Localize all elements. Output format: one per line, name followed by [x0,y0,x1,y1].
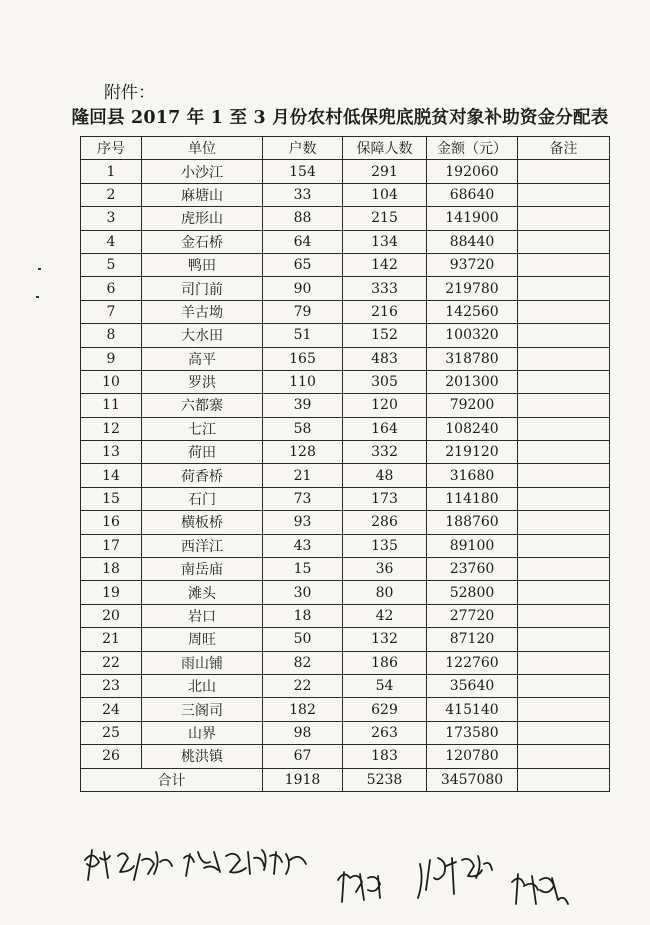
row-remark [518,207,610,230]
table-row [81,300,610,323]
table-row [81,324,610,347]
row-remark [518,674,610,697]
signature-1 [85,850,172,880]
row-remark [518,628,610,651]
row-households: 82 [263,651,343,674]
row-remark [518,534,610,557]
row-amount: 318780 [427,347,518,370]
row-households: 110 [263,370,343,393]
row-index: 23 [81,674,142,697]
row-index: 12 [81,417,142,440]
table-body [81,160,610,768]
row-persons: 483 [343,347,427,370]
row-amount: 23760 [427,558,518,581]
row-amount: 120780 [427,745,518,768]
row-index: 16 [81,511,142,534]
row-unit: 西洋江 [142,534,263,557]
row-unit: 荷田 [142,441,263,464]
row-persons: 120 [343,394,427,417]
table-row [81,628,610,651]
table-row [81,394,610,417]
row-persons: 333 [343,277,427,300]
table-row [81,651,610,674]
row-persons: 186 [343,651,427,674]
table-row [81,160,610,183]
row-index: 14 [81,464,142,487]
column-header: 户数 [263,137,343,160]
row-index: 21 [81,628,142,651]
row-unit: 高平 [142,347,263,370]
row-households: 165 [263,347,343,370]
row-persons: 629 [343,698,427,721]
row-index: 11 [81,394,142,417]
table-row [81,511,610,534]
row-amount: 79200 [427,394,518,417]
table-row [81,534,610,557]
row-remark [518,253,610,276]
column-header: 金额（元） [427,137,518,160]
row-remark [518,581,610,604]
row-unit: 罗洪 [142,370,263,393]
row-amount: 192060 [427,160,518,183]
row-index: 8 [81,324,142,347]
row-persons: 286 [343,511,427,534]
row-households: 64 [263,230,343,253]
row-amount: 188760 [427,511,518,534]
row-unit: 七江 [142,417,263,440]
row-persons: 183 [343,745,427,768]
signature-2 [184,850,306,876]
row-persons: 152 [343,324,427,347]
row-households: 58 [263,417,343,440]
page-title: 隆回县 2017 年 1 至 3 月份农村低保兜底脱贫对象补助资金分配表 [71,108,609,128]
row-remark [518,370,610,393]
row-amount: 93720 [427,253,518,276]
row-persons: 48 [343,464,427,487]
row-households: 182 [263,698,343,721]
row-index: 1 [81,160,142,183]
row-unit: 六都寨 [142,394,263,417]
row-amount: 88440 [427,230,518,253]
row-amount: 122760 [427,651,518,674]
total-row [81,768,610,791]
row-remark [518,300,610,323]
row-households: 88 [263,207,343,230]
row-index: 2 [81,183,142,206]
row-households: 98 [263,721,343,744]
row-index: 20 [81,604,142,627]
row-unit: 滩头 [142,581,263,604]
table-row [81,417,610,440]
row-households: 90 [263,277,343,300]
row-amount: 87120 [427,628,518,651]
row-amount: 114180 [427,487,518,510]
total-remark [518,768,610,791]
row-unit: 南岳庙 [142,558,263,581]
row-remark [518,160,610,183]
row-persons: 305 [343,370,427,393]
row-households: 15 [263,558,343,581]
row-index: 3 [81,207,142,230]
row-remark [518,347,610,370]
row-amount: 141900 [427,207,518,230]
row-amount: 68640 [427,183,518,206]
row-amount: 31680 [427,464,518,487]
row-households: 93 [263,511,343,534]
row-remark [518,417,610,440]
table-row [81,487,610,510]
table-row [81,581,610,604]
row-index: 22 [81,651,142,674]
row-unit: 周旺 [142,628,263,651]
row-index: 24 [81,698,142,721]
table-row [81,674,610,697]
row-remark [518,324,610,347]
row-persons: 173 [343,487,427,510]
row-remark [518,441,610,464]
row-households: 65 [263,253,343,276]
row-remark [518,651,610,674]
row-persons: 291 [343,160,427,183]
total-amount: 3457080 [427,768,518,791]
row-persons: 263 [343,721,427,744]
row-amount: 219120 [427,441,518,464]
row-amount: 142560 [427,300,518,323]
row-remark [518,698,610,721]
table-row [81,698,610,721]
table-row [81,253,610,276]
row-persons: 135 [343,534,427,557]
row-remark [518,183,610,206]
row-unit: 三阁司 [142,698,263,721]
row-index: 7 [81,300,142,323]
row-unit: 麻塘山 [142,183,263,206]
signature-5 [512,874,568,904]
row-households: 43 [263,534,343,557]
row-amount: 100320 [427,324,518,347]
table-row [81,604,610,627]
column-header: 备注 [518,137,610,160]
row-amount: 219780 [427,277,518,300]
row-index: 26 [81,745,142,768]
column-header: 序号 [81,137,142,160]
row-remark [518,230,610,253]
row-persons: 80 [343,581,427,604]
row-index: 18 [81,558,142,581]
row-remark [518,394,610,417]
row-households: 21 [263,464,343,487]
row-remark [518,511,610,534]
row-households: 50 [263,628,343,651]
row-remark [518,487,610,510]
row-amount: 415140 [427,698,518,721]
row-amount: 108240 [427,417,518,440]
row-unit: 大水田 [142,324,263,347]
row-persons: 132 [343,628,427,651]
row-households: 22 [263,674,343,697]
column-header: 单位 [142,137,263,160]
row-amount: 173580 [427,721,518,744]
row-remark [518,277,610,300]
table-row [81,230,610,253]
table-row [81,441,610,464]
attachment-label: 附件： [104,83,155,103]
table-row [81,347,610,370]
row-households: 154 [263,160,343,183]
row-households: 73 [263,487,343,510]
table-row [81,370,610,393]
row-households: 33 [263,183,343,206]
table-row [81,277,610,300]
row-persons: 215 [343,207,427,230]
row-amount: 35640 [427,674,518,697]
table-row [81,745,610,768]
total-persons: 5238 [343,768,427,791]
row-unit: 鸭田 [142,253,263,276]
row-unit: 小沙江 [142,160,263,183]
row-persons: 104 [343,183,427,206]
table-header-row [81,137,610,160]
row-persons: 142 [343,253,427,276]
row-index: 9 [81,347,142,370]
row-unit: 荷香桥 [142,464,263,487]
scan-mark [38,268,41,270]
table-row [81,464,610,487]
row-index: 15 [81,487,142,510]
row-households: 51 [263,324,343,347]
row-persons: 42 [343,604,427,627]
row-index: 10 [81,370,142,393]
row-index: 19 [81,581,142,604]
row-households: 79 [263,300,343,323]
allocation-table [80,136,610,792]
row-unit: 岩口 [142,604,263,627]
handwritten-signatures [0,838,650,923]
row-index: 6 [81,277,142,300]
row-remark [518,558,610,581]
row-index: 13 [81,441,142,464]
row-index: 17 [81,534,142,557]
row-index: 5 [81,253,142,276]
row-unit: 雨山铺 [142,651,263,674]
row-amount: 201300 [427,370,518,393]
row-households: 67 [263,745,343,768]
row-remark [518,464,610,487]
row-index: 25 [81,721,142,744]
row-unit: 羊古坳 [142,300,263,323]
row-unit: 桃洪镇 [142,745,263,768]
row-amount: 27720 [427,604,518,627]
row-households: 18 [263,604,343,627]
row-households: 30 [263,581,343,604]
total-households: 1918 [263,768,343,791]
row-remark [518,721,610,744]
row-persons: 54 [343,674,427,697]
row-unit: 虎形山 [142,207,263,230]
row-persons: 332 [343,441,427,464]
signature-4 [418,856,492,898]
row-households: 128 [263,441,343,464]
row-unit: 山界 [142,721,263,744]
table-row [81,721,610,744]
scan-mark [36,296,39,298]
total-label: 合计 [81,768,263,791]
table-row [81,207,610,230]
row-persons: 36 [343,558,427,581]
row-unit: 石门 [142,487,263,510]
row-unit: 司门前 [142,277,263,300]
row-amount: 89100 [427,534,518,557]
row-remark [518,745,610,768]
row-households: 39 [263,394,343,417]
row-unit: 金石桥 [142,230,263,253]
row-unit: 北山 [142,674,263,697]
table-row [81,558,610,581]
row-remark [518,604,610,627]
row-persons: 134 [343,230,427,253]
row-index: 4 [81,230,142,253]
row-unit: 横板桥 [142,511,263,534]
row-amount: 52800 [427,581,518,604]
row-persons: 164 [343,417,427,440]
row-persons: 216 [343,300,427,323]
table-row [81,183,610,206]
signature-3 [338,872,380,902]
column-header: 保障人数 [343,137,427,160]
